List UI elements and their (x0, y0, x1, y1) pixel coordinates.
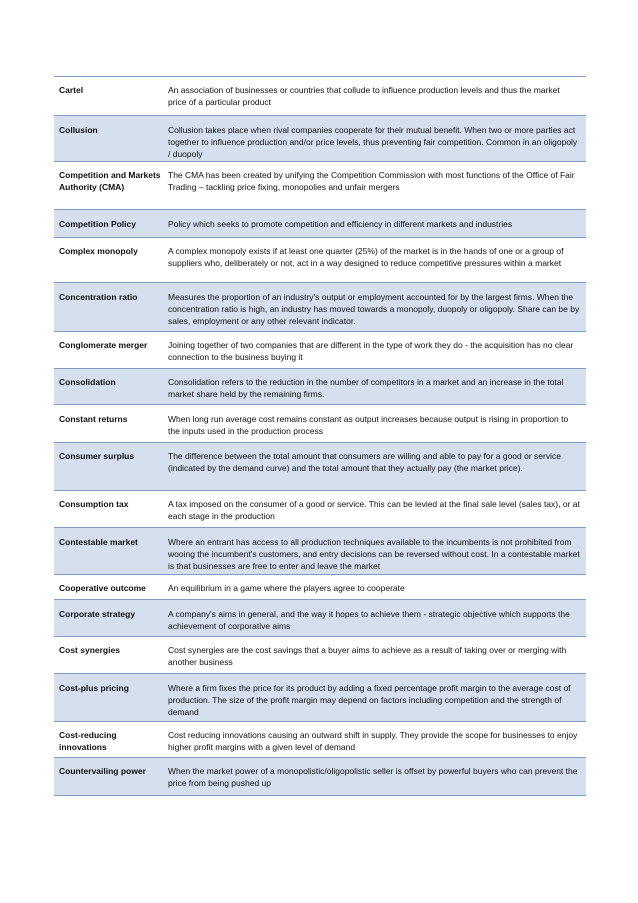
glossary-row (54, 722, 586, 758)
term-cell: Concentration ratio (59, 292, 138, 302)
definition-cell: The difference between the total amount that consumers are willing and able to pay for a good or service (indicated by the demand curve) and the total amount that they actually pay (the market price). (168, 451, 561, 473)
definition-cell: An association of businesses or countries that collude to influence production levels and thus the market price of a particular product (168, 85, 560, 107)
glossary-row (54, 238, 586, 283)
term-cell: Cartel (59, 85, 84, 95)
term-cell: Consumer surplus (59, 451, 135, 461)
term-cell: Cost synergies (59, 645, 120, 655)
term-cell: Consumption tax (59, 499, 129, 509)
glossary-row (54, 491, 586, 528)
glossary-row (54, 575, 586, 600)
term-cell: Countervailing power (59, 766, 146, 776)
definition-cell: Policy which seeks to promote competition and efficiency in different markets and industries (168, 219, 513, 229)
term-cell: Competition and Markets Authority (CMA) (59, 170, 161, 192)
definition-cell: Cost synergies are the cost savings that a buyer aims to achieve as a result of taking over or merging with another business (168, 645, 567, 667)
definition-cell: Consolidation refers to the reduction in the number of competitors in a market and an increase in the total market share held by the remaining firms. (168, 377, 564, 399)
glossary-row (54, 674, 586, 722)
definition-cell: Joining together of two companies that are different in the type of work they do - the acquisition has no clear connection to the business buying it (168, 340, 574, 362)
glossary-row (54, 600, 586, 637)
glossary-table (54, 76, 586, 796)
glossary-row (54, 405, 586, 443)
definition-cell: A complex monopoly exists if at least one quarter (25%) of the market is in the hands of one or a group of suppliers who, deliberately or not, act in a way designed to reduce competitive pressures within a market (168, 246, 564, 268)
term-cell: Contestable market (59, 537, 138, 547)
glossary-row (54, 637, 586, 674)
glossary-row (54, 443, 586, 491)
glossary-row (54, 369, 586, 405)
definition-cell: Where a firm fixes the price for its product by adding a fixed percentage profit margin to the average cost of production. The size of the profit margin may depend on factors including competition and the strength of demand (168, 683, 571, 717)
definition-cell: Collusion takes place when rival companies cooperate for their mutual benefit. When two or more parties act together to influence production and/or price levels, thus preventing fair competition. Common in an oligopoly / duopoly (168, 125, 578, 159)
glossary-row (54, 162, 586, 210)
glossary-row (54, 116, 586, 162)
term-cell: Cost-plus pricing (59, 683, 129, 693)
definition-cell: The CMA has been created by unifying the Competition Commission with most functions of the Office of Fair Trading – tackling price fixing, monopolies and unfair mergers (168, 170, 575, 192)
term-cell: Collusion (59, 125, 98, 135)
term-cell: Competition Policy (59, 219, 136, 229)
term-cell: Corporate strategy (59, 609, 136, 619)
definition-cell: Where an entrant has access to all production techniques available to the incumbents is not prohibited from wooing the incumbent's customers, and entry decisions can be reversed without cost. In a contestable market is that businesses are free to enter and leave the market (168, 537, 580, 571)
glossary-row (54, 283, 586, 332)
definition-cell: An equilibrium in a game where the players agree to cooperate (168, 583, 405, 593)
glossary-row (54, 758, 586, 796)
term-cell: Complex monopoly (59, 246, 138, 256)
definition-cell: When the market power of a monopolistic/oligopolistic seller is offset by powerful buyers who can prevent the price from being pushed up (168, 766, 578, 788)
glossary-row (54, 77, 586, 116)
definition-cell: Cost reducing innovations causing an outward shift in supply. They provide the scope for businesses to enjoy higher profit margins with a given level of demand (168, 730, 578, 752)
glossary-row (54, 528, 586, 575)
term-cell: Conglomerate merger (59, 340, 148, 350)
term-cell: Consolidation (59, 377, 116, 387)
glossary-row (54, 332, 586, 369)
glossary-row (54, 210, 586, 238)
definition-cell: When long run average cost remains constant as output increases because output is rising in proportion to the inputs used in the production process (168, 414, 569, 436)
term-cell: Constant returns (59, 414, 128, 424)
definition-cell: Measures the proportion of an industry's output or employment accounted for by the largest firms. When the concentration ratio is high, an industry has moved towards a monopoly, duopoly or oligopoly. Share can be by sales, employment or any other relevant indicator. (168, 292, 580, 326)
definition-cell: A company's aims in general, and the way it hopes to achieve them - strategic objective which supports the achievement of corporative aims (168, 609, 570, 631)
term-cell: Cooperative outcome (59, 583, 146, 593)
term-cell: Cost-reducing innovations (59, 730, 117, 752)
definition-cell: A tax imposed on the consumer of a good or service. This can be levied at the final sale level (sales tax), or at each stage in the production (168, 499, 580, 521)
